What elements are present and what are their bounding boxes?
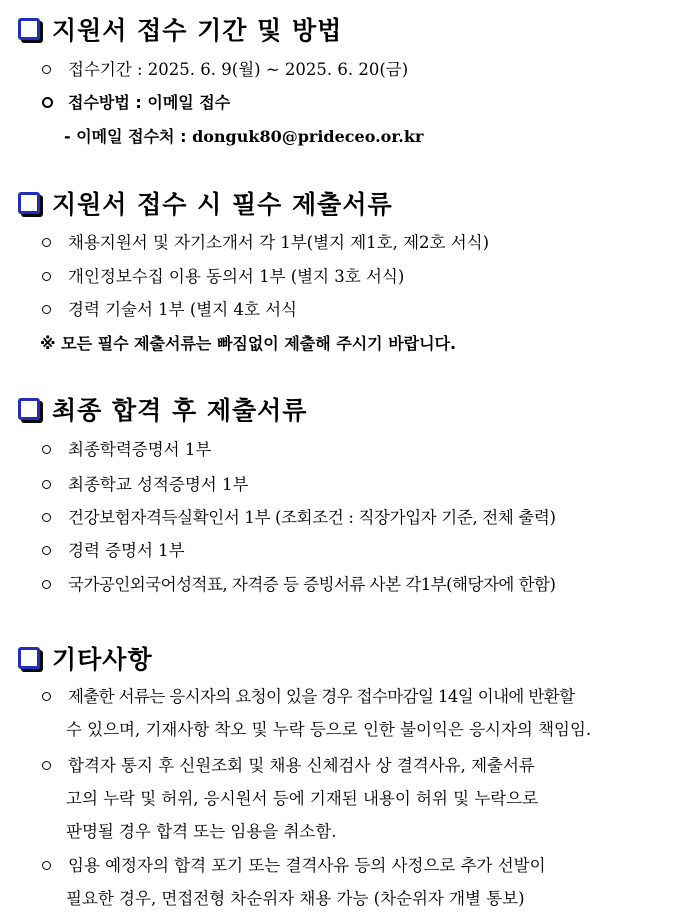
hollow-circle-icon [42, 546, 51, 555]
list-item-text: 국가공인외국어성적표, 자격증 등 증빙서류 사본 각1부(해당자에 한함) [68, 575, 556, 594]
hollow-circle-icon [42, 65, 51, 74]
list-item [42, 755, 535, 777]
hollow-circle-icon [42, 305, 51, 314]
list-item-text: 개인정보수집 이용 동의서 1부 (별지 3호 서식) [68, 267, 405, 286]
section-title: 기타사항 [52, 645, 153, 674]
section-title: 최종 합격 후 제출서류 [52, 396, 308, 425]
list-item [42, 855, 546, 877]
list-item [42, 507, 556, 529]
list-item [42, 266, 404, 288]
list-item-text: 합격자 통지 후 신원조회 및 채용 신체검사 상 결격사유, 제출서류 [68, 756, 535, 775]
list-item [42, 299, 297, 321]
section-heading-post-acceptance-documents [18, 392, 307, 426]
email-address-link[interactable]: donguk80@prideceo.or.kr [192, 127, 424, 146]
application-method-text: 접수방법 : 이메일 접수 [68, 93, 231, 112]
notice-text: ※ 모든 필수 제출서류는 빠짐없이 제출해 주시기 바랍니다. [40, 334, 457, 353]
section-heading-required-documents [18, 186, 393, 220]
hollow-circle-icon [42, 692, 51, 701]
email-address-row [64, 126, 423, 148]
list-item [42, 474, 248, 496]
notice-note [40, 333, 456, 355]
list-item-text: 임용 예정자의 합격 포기 또는 결격사유 등의 사정으로 추가 선발이 [68, 856, 546, 875]
list-item [42, 59, 408, 81]
checkbox-icon [18, 647, 40, 669]
hollow-circle-icon [42, 445, 51, 454]
hollow-circle-icon [42, 480, 51, 489]
checkbox-icon [18, 18, 40, 40]
hollow-circle-icon [42, 238, 51, 247]
section-title: 지원서 접수 기간 및 방법 [52, 16, 343, 45]
hollow-circle-icon [42, 513, 51, 522]
list-item-text: 제출한 서류는 응시자의 요청이 있을 경우 접수마감일 14일 이내에 반환할 [68, 687, 575, 706]
list-item-text: 건강보험자격득실확인서 1부 (조회조건 : 직장가입자 기준, 전체 출력) [68, 508, 556, 527]
section-title: 지원서 접수 시 필수 제출서류 [52, 190, 393, 219]
list-item-continuation: 필요한 경우, 면접전형 차순위자 채용 가능 (차순위자 개별 통보) [66, 889, 525, 908]
list-item [42, 439, 211, 461]
section-heading-application-period [18, 12, 342, 46]
checkbox-icon [18, 192, 40, 214]
list-item-text: 최종학력증명서 1부 [68, 440, 212, 459]
hollow-circle-icon [42, 761, 51, 770]
hollow-circle-icon [42, 272, 51, 281]
list-item-text: 경력 기술서 1부 (별지 4호 서식 [68, 300, 297, 319]
checkbox-icon [18, 398, 40, 420]
application-period-text: 접수기간 : 2025. 6. 9(월) ~ 2025. 6. 20(금) [68, 60, 409, 79]
list-item-text: 경력 증명서 1부 [68, 541, 185, 560]
list-item [42, 686, 574, 708]
list-item [42, 92, 230, 114]
list-item-text: 채용지원서 및 자기소개서 각 1부(별지 제1호, 제2호 서식) [68, 233, 490, 252]
section-heading-other-matters [18, 641, 153, 675]
email-address-label: - 이메일 접수처 : [64, 127, 193, 146]
hollow-circle-icon [42, 97, 53, 108]
list-item [42, 574, 555, 596]
hollow-circle-icon [42, 861, 51, 870]
list-item [42, 540, 185, 562]
hollow-circle-icon [42, 580, 51, 589]
list-item-continuation: 고의 누락 및 허위, 응시원서 등에 기재된 내용이 허위 및 누락으로 [66, 789, 539, 808]
list-item-continuation: 판명될 경우 합격 또는 임용을 취소함. [66, 822, 337, 841]
list-item-continuation: 수 있으며, 기재사항 착오 및 누락 등으로 인한 불이익은 응시자의 책임임. [66, 720, 592, 739]
list-item-text: 최종학교 성적증명서 1부 [68, 475, 249, 494]
list-item [42, 232, 489, 254]
